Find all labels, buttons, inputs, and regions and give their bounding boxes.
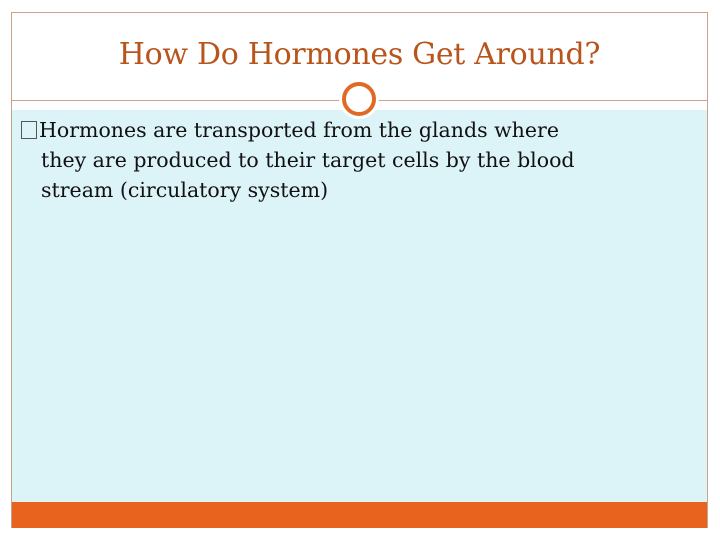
hollow-square-bullet-icon — [21, 121, 37, 139]
bullet-text-line-1: Hormones are transported from the glands where — [39, 118, 559, 142]
bullet-item — [21, 115, 691, 205]
bullet-line-3: stream (circulatory system) — [41, 178, 329, 202]
bullet-line-1 — [21, 115, 691, 145]
bullet-line-2: they are produced to their target cells by the blood — [41, 148, 575, 172]
footer-bar — [12, 502, 707, 528]
slide-title: How Do Hormones Get Around? — [118, 37, 601, 72]
slide — [11, 12, 708, 528]
ring-divider-icon — [342, 82, 376, 116]
